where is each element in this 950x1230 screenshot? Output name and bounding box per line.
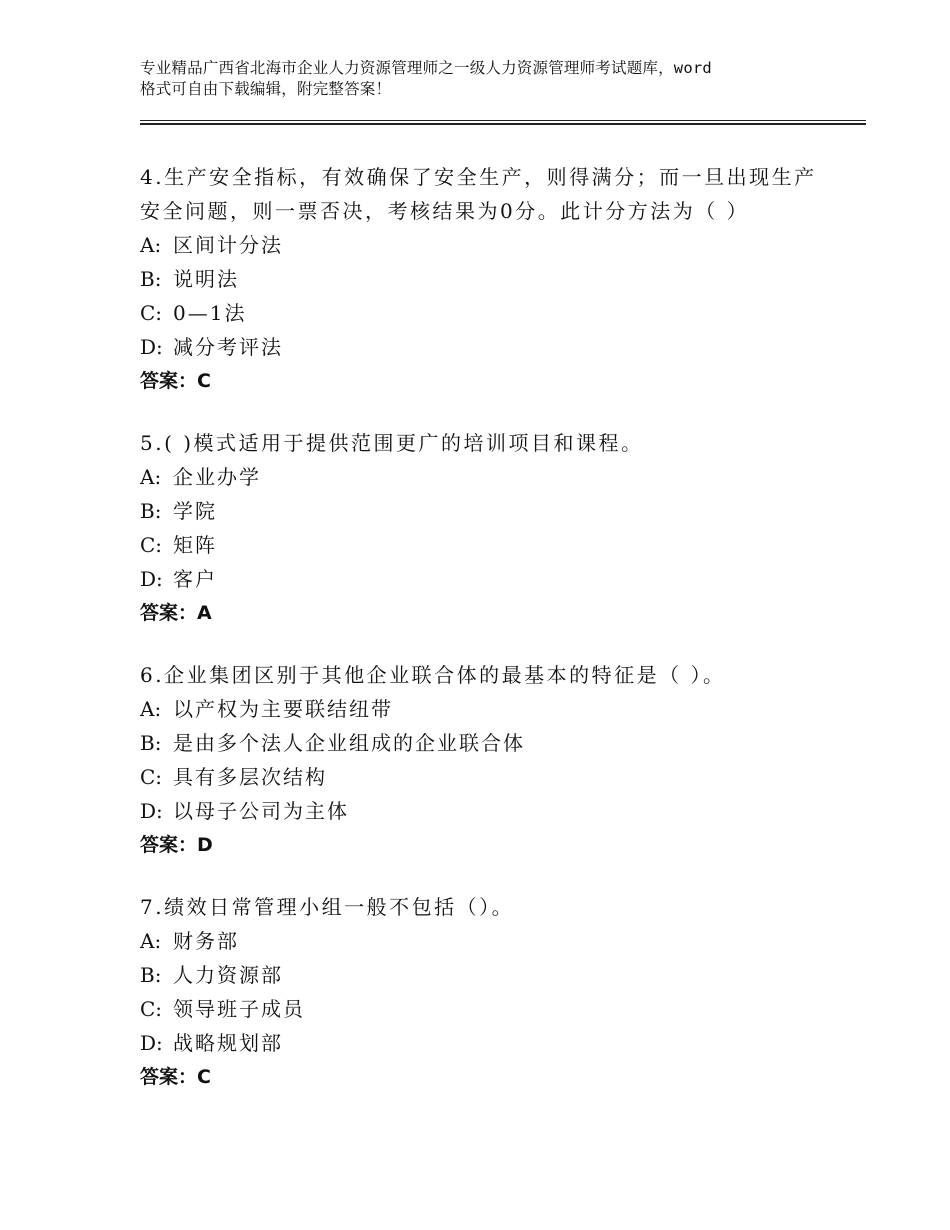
question-block [140,890,840,1094]
option-letter: D: [140,799,163,823]
option-letter: C: [140,301,163,325]
option-letter: D: [140,335,163,359]
option-text: 以产权为主要联结纽带 [173,697,393,721]
question-stem: 6.企业集团区别于其他企业联合体的最基本的特征是（ ）。 [140,663,726,687]
option-letter: C: [140,533,163,557]
answer-key: 答案：A [140,602,212,624]
option-text: 0—1法 [173,301,247,325]
option-letter: A: [140,233,162,257]
option-letter: D: [140,1031,163,1055]
option-text: 减分考评法 [173,335,283,359]
header-divider-thick [140,123,866,125]
option-text: 领导班子成员 [173,997,305,1021]
question-stem: 安全问题，则一票否决，考核结果为0分。此计分方法为（ ） [140,199,750,223]
option-text: 人力资源部 [173,963,283,987]
option-letter: B: [140,963,162,987]
answer-option [140,1026,840,1060]
answer-option [140,794,840,828]
answer-key: 答案：C [140,1066,211,1088]
option-letter: B: [140,731,162,755]
option-text: 是由多个法人企业组成的企业联合体 [173,731,525,755]
answer-option [140,262,840,296]
answer-key: 答案：D [140,834,213,856]
answer-option [140,726,840,760]
header-line-2: 格式可自由下载编辑，附完整答案！ [140,80,392,98]
option-text: 学院 [173,499,217,523]
option-text: 财务部 [173,929,239,953]
answer-option [140,992,840,1026]
answer-key: 答案：C [140,370,211,392]
option-text: 区间计分法 [173,233,283,257]
option-letter: B: [140,499,162,523]
question-block [140,658,840,862]
answer-option [140,460,840,494]
option-letter: B: [140,267,162,291]
answer-option [140,958,840,992]
answer-option [140,494,840,528]
question-stem: 7.绩效日常管理小组一般不包括（）。 [140,895,515,919]
answer-option [140,924,840,958]
option-letter: C: [140,997,163,1021]
option-letter: A: [140,465,162,489]
header-divider-thin [140,120,866,121]
answer-option [140,760,840,794]
answer-option [140,330,840,364]
option-text: 企业办学 [173,465,261,489]
option-text: 说明法 [173,267,239,291]
option-text: 以母子公司为主体 [173,799,349,823]
option-letter: A: [140,929,162,953]
answer-option [140,528,840,562]
question-block [140,426,840,630]
option-text: 矩阵 [173,533,217,557]
answer-option [140,692,840,726]
option-text: 战略规划部 [173,1031,283,1055]
option-letter: D: [140,567,163,591]
option-letter: A: [140,697,162,721]
question-stem: 4.生产安全指标，有效确保了安全生产，则得满分；而一旦出现生产 [140,165,817,189]
header-line-1: 专业精品广西省北海市企业人力资源管理师之一级人力资源管理师考试题库，word [140,59,712,77]
option-text: 客户 [173,567,217,591]
option-letter: C: [140,765,163,789]
answer-option [140,228,840,262]
question-list [140,160,840,1122]
question-block [140,160,840,398]
answer-option [140,296,840,330]
option-text: 具有多层次结构 [173,765,327,789]
document-header [140,58,840,100]
question-stem: 5.( )模式适用于提供范围更广的培训项目和课程。 [140,431,644,455]
answer-option [140,562,840,596]
